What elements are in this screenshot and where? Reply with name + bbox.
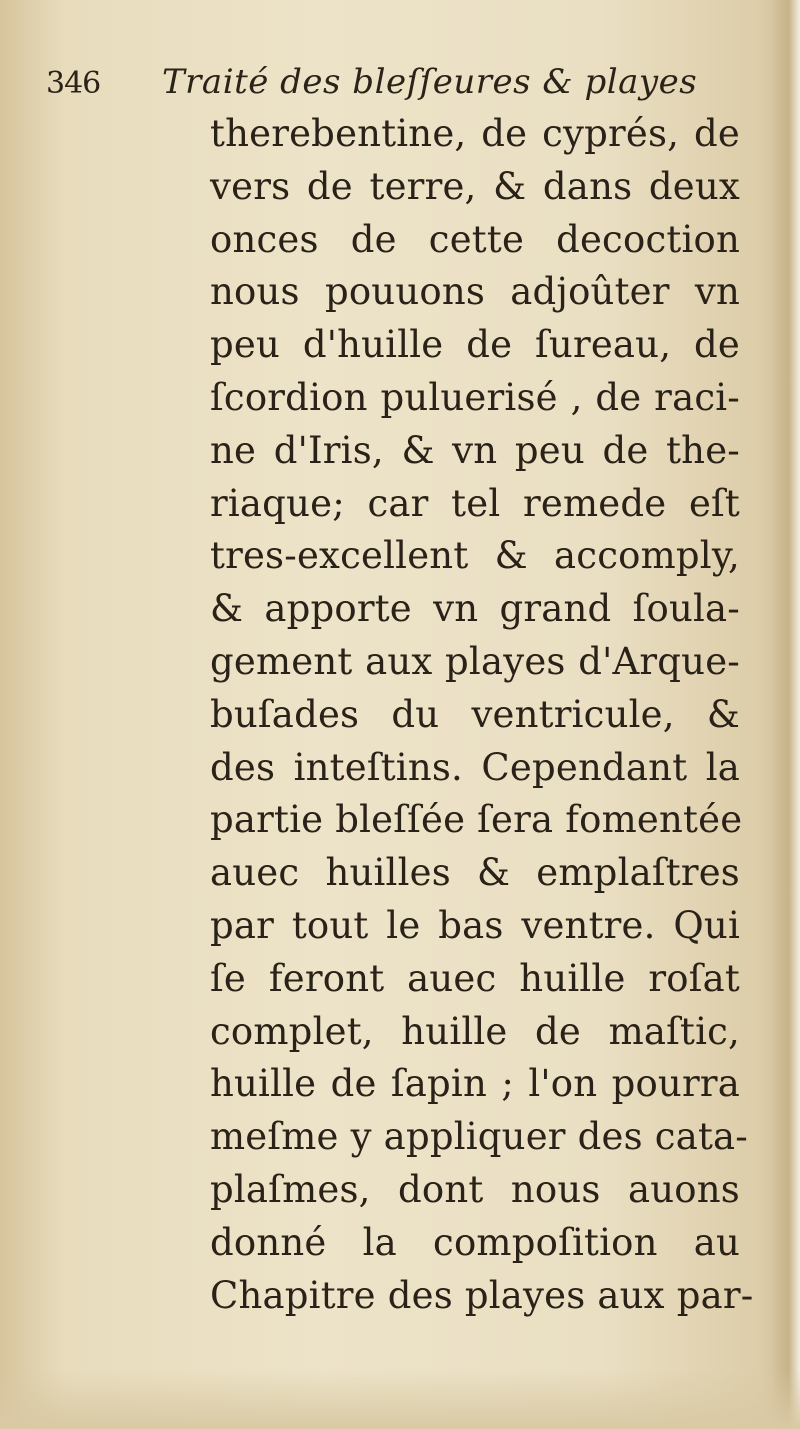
text-line: complet, huille de maſtic, [210,1009,740,1053]
body-text [210,108,754,1322]
text-line: partie bleſſée ſera fomentée [210,798,743,842]
text-line: ne d'Iris, & vn peu de the- [210,428,740,472]
text-line: par tout le bas ventre. Qui [210,903,740,947]
text-line: nous pouuons adjoûter vn [210,270,740,314]
text-line: riaque; car tel remede eſt [210,481,740,525]
text-line: therebentine, de cyprés, de [210,112,740,155]
page-edge-shadow [772,0,800,1429]
text-line: Chapitre des playes aux par- [210,1273,754,1317]
text-line: des inteſtins. Cependant la [210,745,740,789]
text-line: ſcordion puluerisé , de raci- [210,375,740,419]
text-line: & apporte vn grand ſoula- [210,587,740,631]
page-header [46,62,746,112]
text-line: huille de ſapin ; l'on pourra [210,1062,740,1106]
text-line: tres-excellent & accomply, [210,534,740,578]
text-line: auec huilles & emplaſtres [210,851,740,895]
page-number: 346 [46,66,101,101]
text-line: vers de terre, & dans deux [210,164,740,208]
text-line: ſe feront auec huille roſat [210,956,740,1000]
text-line: meſme y appliquer des cata- [210,1115,748,1159]
running-title: Traité des bleſſeures & playes [162,62,698,102]
text-line: buſades du ventricule, & [210,692,740,736]
text-line: plaſmes, dont nous auons [210,1167,740,1211]
text-line: gement aux playes d'Arque- [210,639,740,683]
text-line: peu d'huille de ſureau, de [210,323,740,367]
page-bottom-shadow [0,1369,800,1429]
text-line: donné la compoſition au [210,1220,740,1264]
text-line: onces de cette decoction [210,217,740,261]
